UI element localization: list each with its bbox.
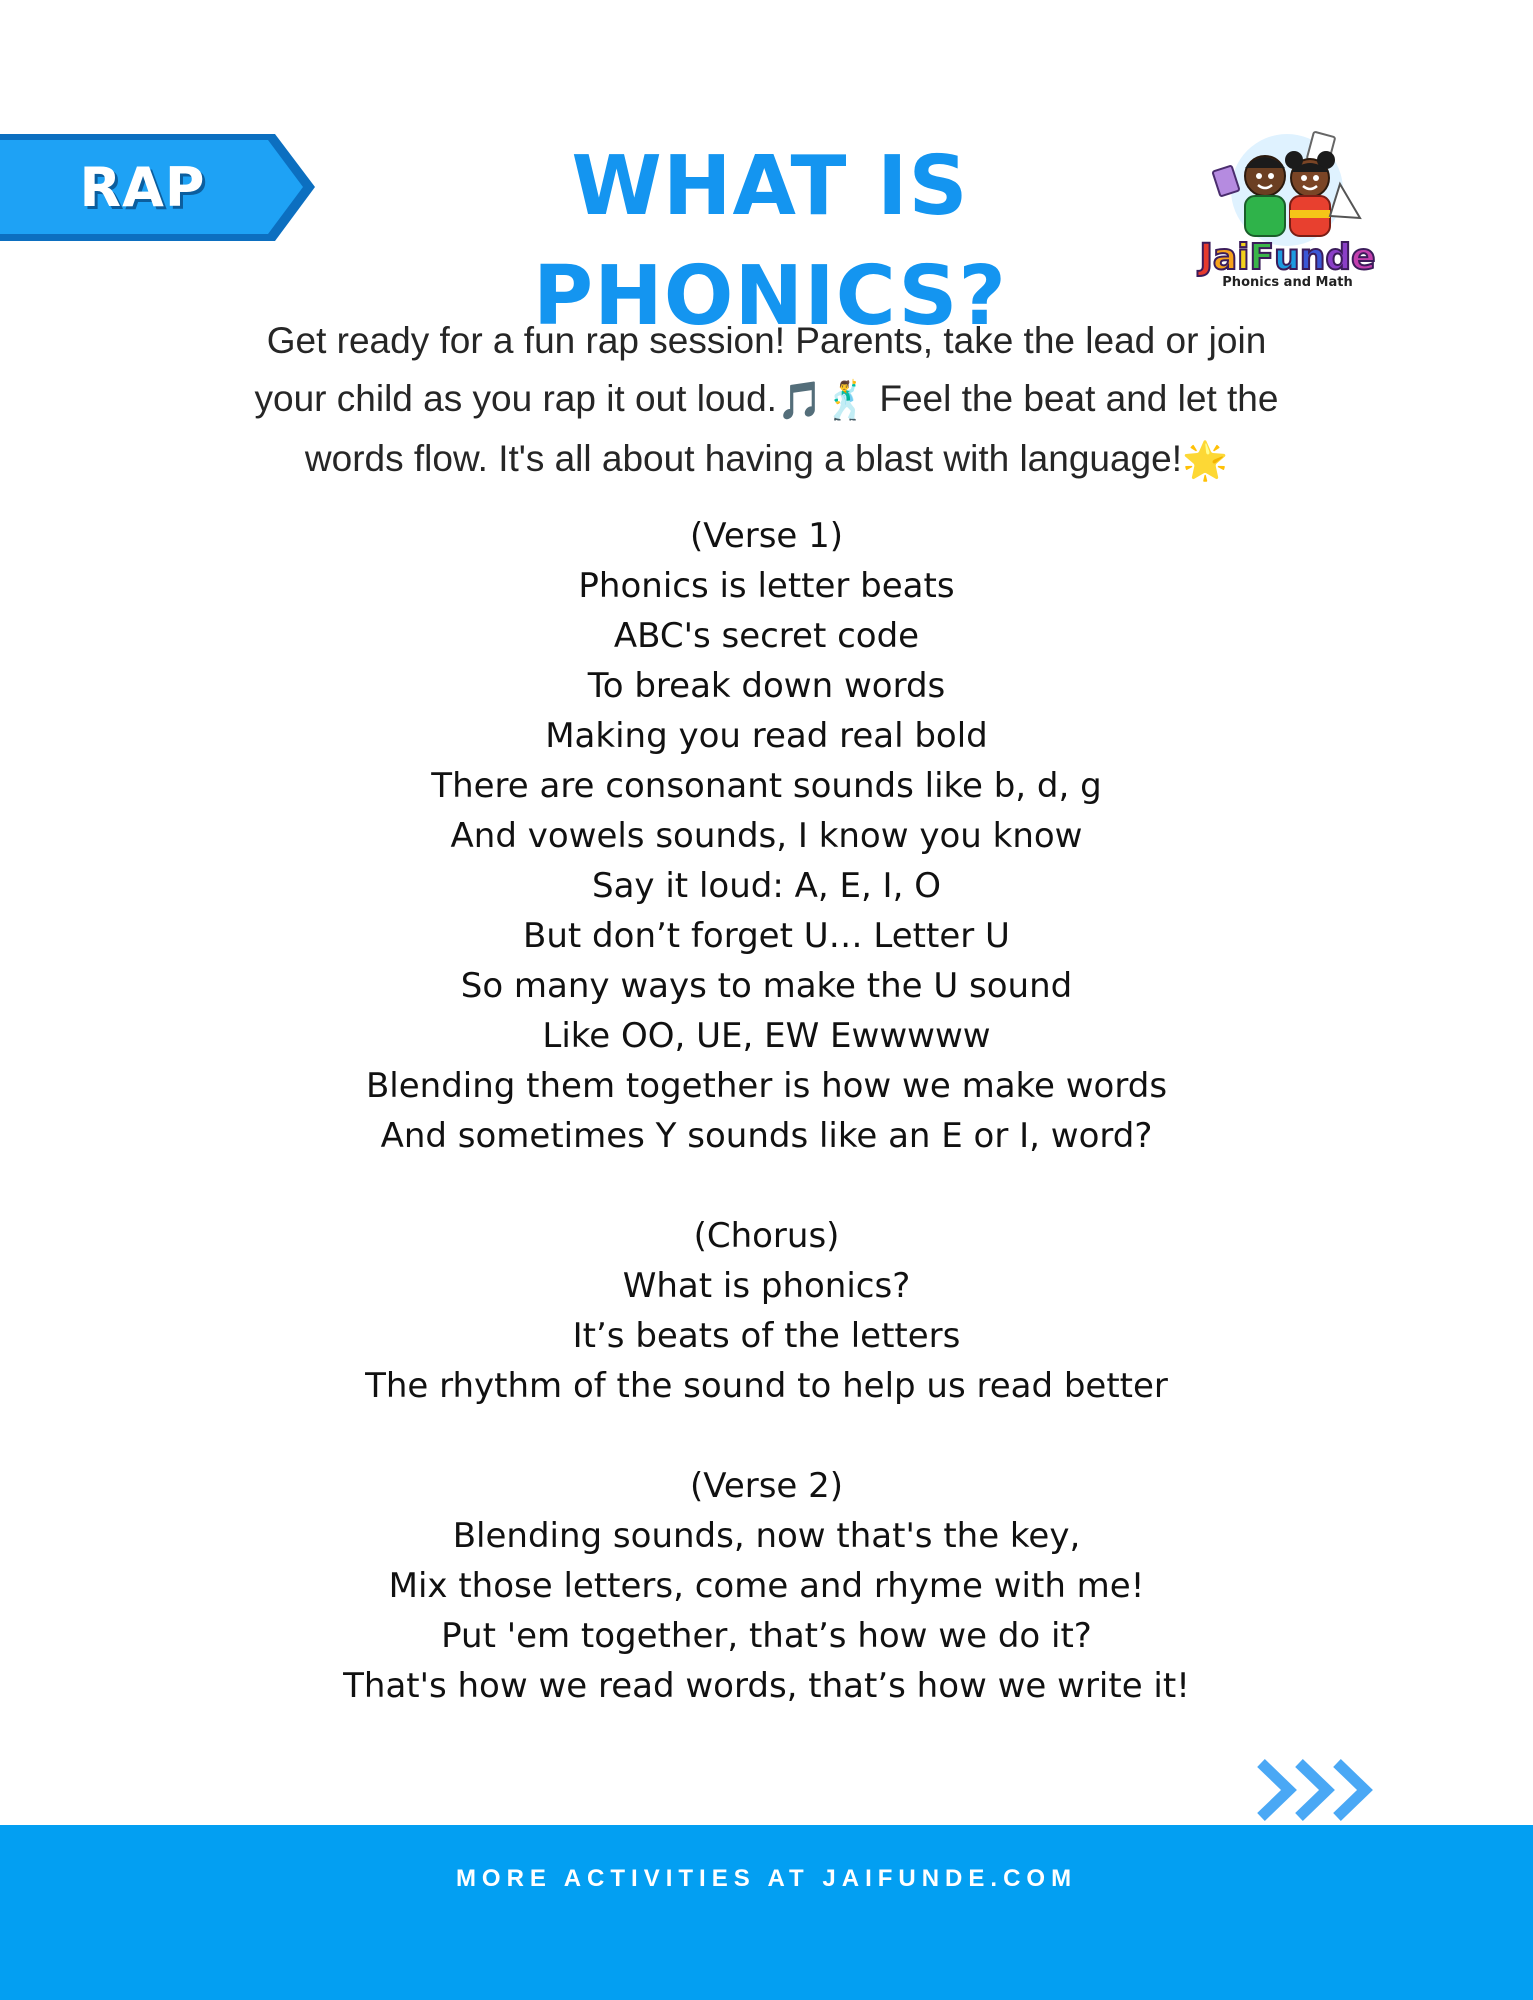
lyric-line: ABC's secret code xyxy=(613,616,920,656)
chorus-heading: (Chorus) xyxy=(693,1216,840,1256)
rap-tag xyxy=(0,130,320,245)
jaifunde-logo xyxy=(1190,128,1385,293)
triple-chevron-right-icon xyxy=(1255,1757,1380,1823)
lyric-line: Blending sounds, now that's the key, xyxy=(452,1516,1081,1556)
lyric-line: That's how we read words, that’s how we write it! xyxy=(343,1666,1190,1706)
lyric-line: Making you read real bold xyxy=(545,716,988,756)
intro-line-3-text: words flow. It's all about having a blast with language! xyxy=(304,438,1182,480)
intro-line-3 xyxy=(150,430,1383,490)
lyric-line: But don’t forget U… Letter U xyxy=(523,916,1010,956)
intro-paragraph xyxy=(150,312,1383,490)
logo-tagline: Phonics and Math xyxy=(1222,275,1353,290)
lyric-line: Say it loud: A, E, I, O xyxy=(592,866,941,906)
lyric-line: What is phonics? xyxy=(622,1266,911,1306)
intro-line-2-text: your child as you rap it out loud. xyxy=(254,378,777,419)
music-dance-emoji-icon: 🎵🕺 xyxy=(776,380,870,422)
intro-line-2 xyxy=(150,370,1383,430)
logo-wordmark xyxy=(1190,238,1385,278)
footer-link-text[interactable]: MORE ACTIVITIES AT JAIFUNDE.COM xyxy=(455,1865,1078,1892)
lyric-line: It’s beats of the letters xyxy=(572,1316,961,1356)
lyric-line: So many ways to make the U sound xyxy=(460,966,1073,1006)
logo-letter: F xyxy=(1249,237,1275,278)
logo-letter: d xyxy=(1325,237,1352,278)
intro-line-1: Get ready for a fun rap session! Parents, take the lead or join xyxy=(266,320,1267,361)
lyric-line: And vowels sounds, I know you know xyxy=(450,816,1083,856)
lyric-line: There are consonant sounds like b, d, g xyxy=(431,766,1102,806)
rap-lyrics xyxy=(200,511,1333,1711)
stanza-gap xyxy=(200,1161,1333,1211)
lyric-line: Like OO, UE, EW Ewwwww xyxy=(542,1016,991,1056)
logo-letter: u xyxy=(1274,237,1300,278)
lyric-line: To break down words xyxy=(587,666,946,706)
verse-1-heading: (Verse 1) xyxy=(689,516,844,556)
lyric-line: Put 'em together, that’s how we do it? xyxy=(441,1616,1092,1656)
star-emoji-icon: 🌟 xyxy=(1182,440,1229,482)
logo-letter: n xyxy=(1299,237,1326,278)
lyric-line: And sometimes Y sounds like an E or I, word? xyxy=(380,1116,1153,1156)
logo-letter: a xyxy=(1212,237,1238,278)
logo-letter: e xyxy=(1351,237,1376,278)
lyric-line: The rhythm of the sound to help us read better xyxy=(365,1366,1168,1406)
lyric-line: Phonics is letter beats xyxy=(578,566,955,606)
lyric-line: Mix those letters, come and rhyme with me! xyxy=(388,1566,1145,1606)
page-title: WHAT IS PHONICS? xyxy=(533,139,1007,344)
verse-2-heading: (Verse 2) xyxy=(689,1466,844,1506)
tag-label: RAP xyxy=(79,156,206,219)
lyric-line: Blending them together is how we make words xyxy=(365,1066,1168,1106)
logo-letter: J xyxy=(1199,237,1213,278)
kids-illustration-icon xyxy=(1190,128,1385,248)
intro-line-2-text-end: Feel the beat and let the xyxy=(869,378,1279,419)
logo-letter: i xyxy=(1237,237,1250,278)
footer-bar xyxy=(0,1825,1533,2000)
stanza-gap xyxy=(200,1411,1333,1461)
